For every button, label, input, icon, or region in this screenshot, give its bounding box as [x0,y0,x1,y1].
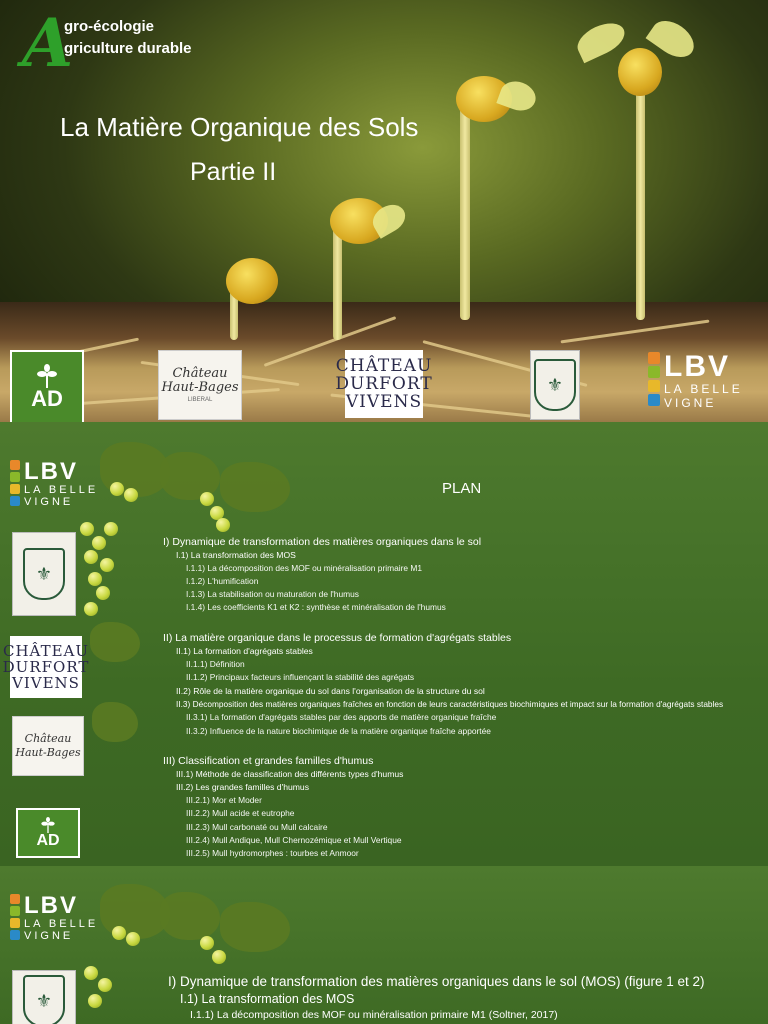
vine-leaf [90,622,140,662]
vine-leaf [160,892,220,940]
toc-item: II.3) Décomposition des matières organiques fraîches en fonction de leurs caractéristiques biochimiques et impact sur la formation d'agrégats stables [176,699,724,709]
chateau-crest-logo [12,970,76,1024]
grape [88,994,102,1008]
toc-item: III.2.5) Mull hydromorphes : tourbes et Anmoor [186,848,359,858]
toc-item: II.2) Rôle de la matière organique du sol dans l'organisation de la structure du sol [176,686,485,696]
toc-item: II.1.2) Principaux facteurs influençant la stabilité des agrégats [186,672,415,682]
grape [112,926,126,940]
grape [216,518,230,532]
haut-bages-logo [12,716,84,776]
crest-icon: ⚜ [23,975,65,1024]
lbv-subtitle1: LA BELLE [664,382,743,396]
haut-bages-line1: Château [172,366,228,381]
lbv-square-icon [10,918,20,928]
lbv-subtitle2: VIGNE [24,496,74,508]
durfort-line1: CHÂTEAU [3,642,89,660]
durfort-line3: VIVENS [345,392,423,412]
plan-slide [0,422,768,866]
toc-item: III.2.2) Mull acide et eutrophe [186,808,295,818]
durfort-line1: CHÂTEAU [335,356,433,376]
lbv-square-icon [648,380,660,392]
sprout-leaf [572,17,629,64]
lbv-logo [10,894,98,942]
lbv-square-icon [10,484,20,494]
lbv-logo [648,352,743,410]
logo-line2: griculture durable [64,40,192,57]
toc-item: I.1.4) Les coefficients K1 et K2 : synthèse et minéralisation de l'humus [186,602,446,612]
grape [92,536,106,550]
lbv-title: LBV [664,350,730,383]
toc-item: I.1.2) L'humification [186,576,259,586]
toc-item: II.1.1) Définition [186,659,245,669]
grape [110,482,124,496]
crest-icon: ⚜ [534,359,576,411]
haut-bages-line2: Haut-Bages [161,380,239,395]
slide-subtitle: Partie II [190,158,277,186]
grape [100,558,114,572]
grape [212,950,226,964]
sprout-stem [636,70,645,320]
content-slide [0,866,768,1024]
sprout-stem [460,100,470,320]
haut-bages-small: LIBERAL [187,397,213,403]
lbv-square-icon [10,930,20,940]
toc-item: II) La matière organique dans le processus de formation d'agrégats stables [163,632,512,644]
toc-item: III.2.4) Mull Andique, Mull Chernozémique et Mull Vertique [186,835,402,845]
lbv-title: LBV [24,892,78,919]
haut-bages-line2: Haut-Bages [15,746,81,759]
sprout-seed [618,48,662,96]
lbv-square-icon [10,460,20,470]
lbv-subtitle2: VIGNE [664,396,717,410]
toc-item: II.3.2) Influence de la nature biochimique de la matière organique fraîche apportée [186,726,491,736]
lbv-square-icon [10,894,20,904]
toc-item: III.2.1) Mor et Moder [186,795,262,805]
grape [80,522,94,536]
lbv-square-icon [648,352,660,364]
lbv-square-icon [10,496,20,506]
durfort-line2: DURFORT [335,374,433,394]
agroecologie-logo [22,4,242,82]
grape [84,602,98,616]
plant-icon [39,817,57,833]
toc-item: I.1.3) La stabilisation ou maturation de l'humus [186,589,359,599]
iad-logo [16,808,80,858]
toc-item: III.2) Les grandes familles d'humus [176,782,309,792]
grape [96,586,110,600]
lbv-logo [10,460,98,508]
logo-letter: A [22,4,74,82]
toc-item: I.1) La transformation des MOS [176,550,296,560]
grape [84,966,98,980]
plant-icon [34,364,60,388]
durfort-vivens-logo [335,350,433,418]
lbv-subtitle1: LA BELLE [24,484,99,496]
crest-icon: ⚜ [23,548,65,600]
sprout-seed [226,258,278,304]
lbv-square-icon [10,906,20,916]
lbv-subtitle2: VIGNE [24,930,74,942]
haut-bages-line1: Château [24,732,72,745]
toc-item: III) Classification et grandes familles d'humus [163,755,374,767]
section-heading: I) Dynamique de transformation des matières organiques dans le sol (MOS) (figure 1 et 2) [168,974,705,989]
durfort-vivens-logo [2,636,90,698]
iad-text: AD [31,386,63,411]
toc-item: III.2.3) Mull carbonaté ou Mull calcaire [186,822,328,832]
lbv-title: LBV [24,458,78,485]
durfort-line3: VIVENS [12,674,80,692]
slide-title: La Matière Organique des Sols [60,112,419,142]
title-slide [0,0,768,422]
lbv-square-icon [648,394,660,406]
durfort-line2: DURFORT [2,658,90,676]
lbv-square-icon [10,472,20,482]
logo-line1: gro-écologie [64,18,155,35]
toc-item: I) Dynamique de transformation des matières organiques dans le sol [163,536,482,548]
grape [200,492,214,506]
lbv-square-icon [648,366,660,378]
haut-bages-logo [158,350,242,420]
grape [104,522,118,536]
toc-item: I.1.1) La décomposition des MOF ou minéralisation primaire M1 [186,563,422,573]
subsubsection-heading: I.1.1) La décomposition des MOF ou minéralisation primaire M1 (Soltner, 2017) [190,1009,558,1021]
iad-logo [10,350,84,422]
toc-item: II.3.1) La formation d'agrégats stables par des apports de matière organique fraîche [186,712,497,722]
grape [124,488,138,502]
vine-leaf [92,702,138,742]
plan-heading: PLAN [442,480,482,497]
grape [200,936,214,950]
toc-item: III.1) Méthode de classification des différents types d'humus [176,769,404,779]
vine-leaf [220,462,290,512]
chateau-crest-logo [12,532,76,616]
lbv-subtitle1: LA BELLE [24,918,99,930]
iad-text: AD [36,832,60,849]
grape [98,978,112,992]
grape [126,932,140,946]
grape [84,550,98,564]
chateau-crest-logo [530,350,580,420]
subsection-heading: I.1) La transformation des MOS [180,992,355,1006]
toc-item: II.1) La formation d'agrégats stables [176,646,313,656]
grape [88,572,102,586]
vine-leaf [220,902,290,952]
